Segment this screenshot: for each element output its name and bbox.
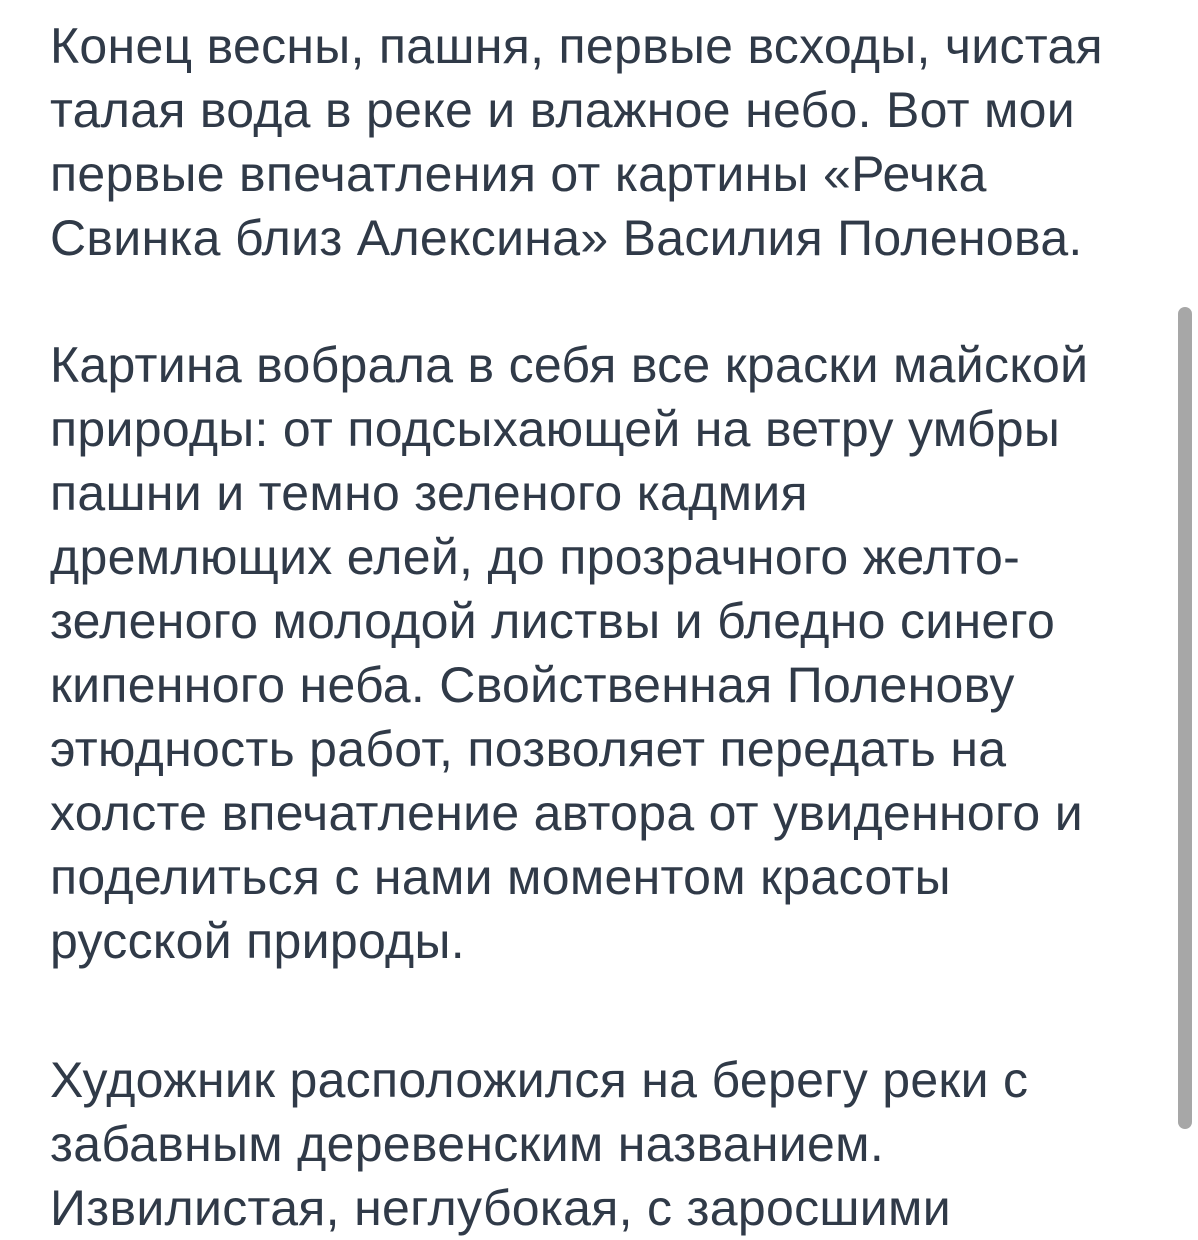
text-line: этюдность работ, позволяет передать на <box>50 721 1007 777</box>
text-line: Картина вобрала в себя все краски майской <box>50 337 1089 393</box>
text-line: кипенного неба. Свойственная Поленову <box>50 657 1015 713</box>
text-line: забавным деревенским названием. <box>50 1116 885 1172</box>
text-line: природы: от подсыхающей на ветру умбры <box>50 401 1061 457</box>
article-text <box>50 14 1160 1240</box>
text-line: первые впечатления от картины «Речка <box>50 146 987 202</box>
text-line: зеленого молодой листвы и бледно синего <box>50 593 1056 649</box>
scrollbar-thumb[interactable] <box>1178 307 1192 1129</box>
text-line: Свинка близ Алексина» Василия Поленова. <box>50 210 1083 266</box>
text-line: русской природы. <box>50 913 465 969</box>
paragraph <box>50 1048 1160 1240</box>
paragraph <box>50 14 1160 270</box>
text-line: дремлющих елей, до прозрачного желто- <box>50 529 1021 585</box>
text-line: пашни и темно зеленого кадмия <box>50 465 808 521</box>
text-line: Конец весны, пашня, первые всходы, чистая <box>50 18 1103 74</box>
text-line: холсте впечатление автора от увиденного и <box>50 785 1083 841</box>
text-line: поделиться с нами моментом красоты <box>50 849 951 905</box>
paragraph <box>50 333 1160 973</box>
text-line: Извилистая, неглубокая, с заросшими <box>50 1180 951 1236</box>
text-line: талая вода в реке и влажное небо. Вот мои <box>50 82 1076 138</box>
text-line: Художник расположился на берегу реки с <box>50 1052 1029 1108</box>
